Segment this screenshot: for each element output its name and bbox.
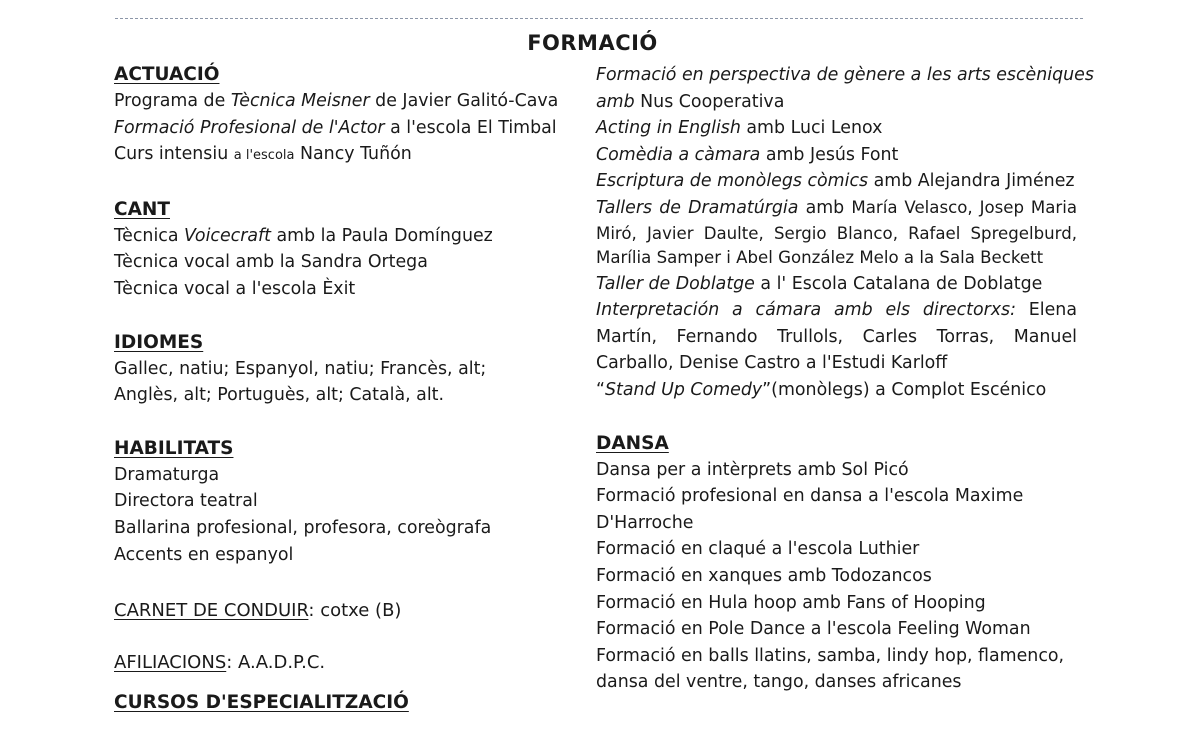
formacio-line: Comèdia a càmara amb Jesús Font — [596, 144, 899, 165]
section-heading-dansa: DANSA — [596, 432, 669, 454]
dansa-item: dansa del ventre, tango, danses africanes — [596, 672, 962, 693]
habilitats-item: Ballarina profesional, profesora, coreògrafa — [114, 517, 492, 538]
formacio-line: Formació en perspectiva de gènere a les arts escèniques — [596, 65, 1094, 85]
cant-line-2: Tècnica vocal amb la Sandra Ortega — [114, 252, 428, 273]
section-heading-idiomes: IDIOMES — [114, 331, 204, 353]
dansa-item: Formació en claqué a l'escola Luthier — [596, 539, 920, 560]
formacio-line: Interpretación a cámara amb els directorxs: Elena — [596, 300, 1077, 321]
carnet-de-conduir: CARNET DE CONDUIR: cotxe (B) — [114, 600, 402, 622]
habilitats-item: Directora teatral — [114, 491, 258, 512]
cant-line-1: Tècnica Voicecraft amb la Paula Domínguez — [114, 225, 493, 246]
formacio-line: Tallers de Dramatúrgia amb María Velasco, Josep Maria — [596, 197, 1077, 218]
right-column — [596, 62, 1094, 696]
dansa-item: Formació en xanques amb Todozancos — [596, 565, 932, 586]
formacio-line: Miró, Javier Daulte, Sergio Blanco, Rafael Spregelburd, — [596, 223, 1077, 243]
section-heading-cant: CANT — [114, 198, 170, 220]
formacio-line: “Stand Up Comedy”(monòlegs) a Complot Escénico — [596, 379, 1047, 400]
formacio-line: Escriptura de monòlegs còmics amb Alejandra Jiménez — [596, 171, 1075, 192]
left-column — [114, 62, 574, 674]
formacio-line: Martín, Fernando Trullols, Carles Torras, Manuel — [596, 326, 1077, 347]
afiliacions: AFILIACIONS: A.A.D.P.C. — [114, 651, 326, 673]
dansa-item: Formació en balls llatins, samba, lindy hop, flamenco, — [596, 645, 1065, 666]
dashed-divider — [115, 18, 1083, 19]
formacio-line: Acting in English amb Luci Lenox — [596, 118, 883, 139]
section-heading-actuacio: ACTUACIÓ — [114, 64, 220, 85]
formacio-line: Carballo, Denise Castro a l'Estudi Karloff — [596, 353, 948, 374]
idiomes-line-1: Gallec, natiu; Espanyol, natiu; Francès, alt; — [114, 358, 487, 379]
habilitats-item: Dramaturga — [114, 464, 220, 485]
dansa-item: Formació en Hula hoop amb Fans of Hooping — [596, 592, 986, 613]
habilitats-item: Accents en espanyol — [114, 544, 294, 565]
dansa-item: Formació profesional en dansa a l'escola Maxime — [596, 486, 1024, 507]
formacio-line: Marília Samper i Abel González Melo a la Sala Beckett — [596, 248, 1044, 268]
actuacio-line-3: Curs intensiu a l'escola Nancy Tuñón — [114, 144, 412, 165]
dansa-item: D'Harroche — [596, 512, 694, 533]
actuacio-line-1: Programa de Tècnica Meisner de Javier Galitó-Cava — [114, 91, 559, 111]
formacio-line: amb Nus Cooperativa — [596, 91, 785, 112]
dansa-item: Dansa per a intèrprets amb Sol Picó — [596, 459, 909, 480]
section-heading-habilitats: HABILITATS — [114, 437, 234, 459]
dansa-item: Formació en Pole Dance a l'escola Feeling Woman — [596, 619, 1031, 640]
formacio-line: Taller de Doblatge a l' Escola Catalana de Doblatge — [596, 273, 1043, 294]
actuacio-line-2: Formació Profesional de l'Actor a l'escola El Timbal — [114, 117, 557, 138]
section-heading-cursos: CURSOS D'ESPECIALITZACIÓ — [114, 692, 409, 713]
idiomes-line-2: Anglès, alt; Portuguès, alt; Català, alt. — [114, 385, 445, 406]
cant-line-3: Tècnica vocal a l'escola Èxit — [114, 278, 356, 299]
page-title: FORMACIÓ — [527, 31, 658, 55]
